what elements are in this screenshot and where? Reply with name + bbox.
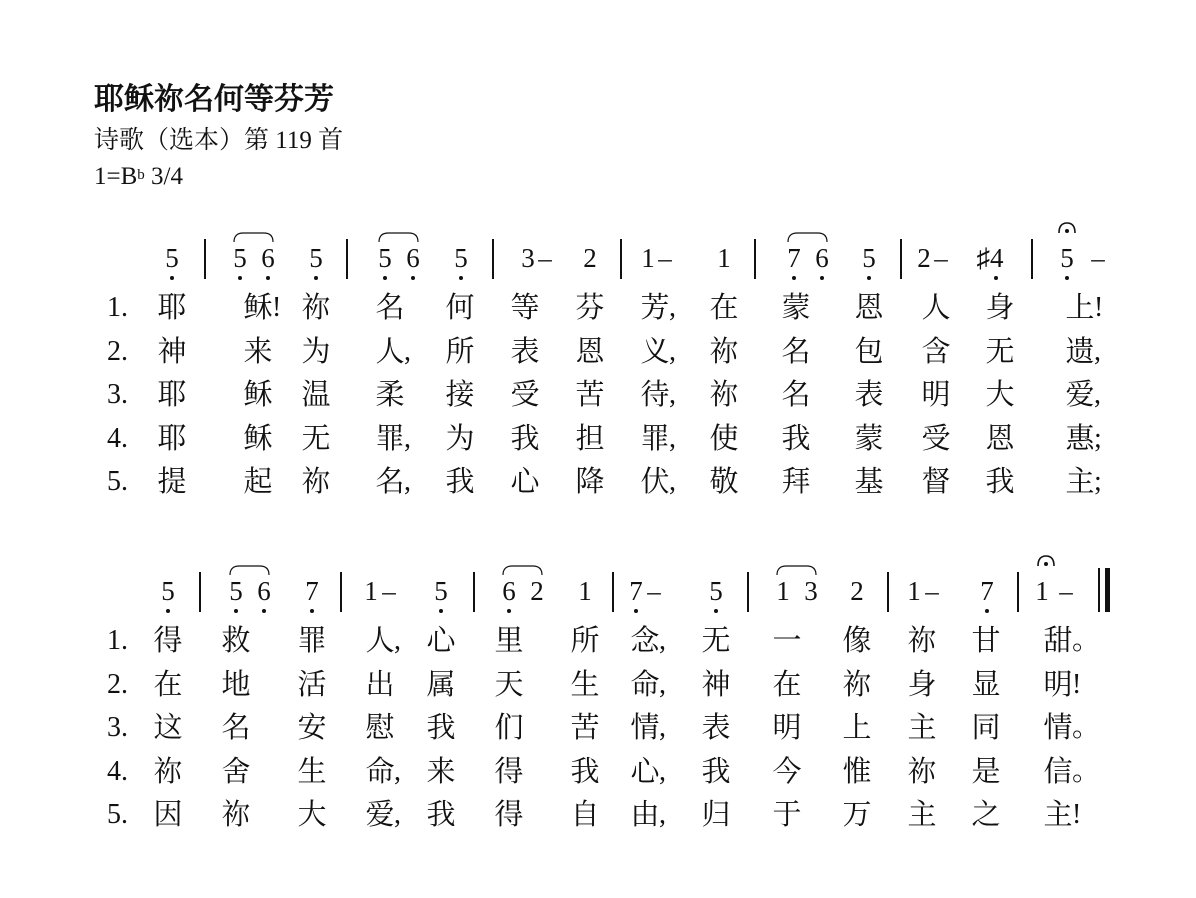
time-signature: 3/4 [144,163,183,190]
header [94,80,343,194]
key-letter: 1=B [94,163,138,190]
lyric-char: 人 [921,292,951,324]
slur [776,564,817,576]
lyric-char: 慰 [365,712,395,744]
barline [473,572,475,612]
jianpu-note: 5 [862,243,876,273]
lyric-char: 得 [494,755,524,788]
barline [612,572,614,612]
jianpu-note: 6 [406,243,420,273]
lyric-char: 我 [985,466,1015,498]
lyric-char: 何 [445,292,475,324]
jianpu-note: 1 [641,243,655,273]
sustain-dash: – [1059,576,1073,606]
verse-number: 3. [107,379,128,410]
fermata [1036,554,1056,568]
jianpu-note: 3 [804,576,818,606]
low-octave-dot [262,609,266,613]
lyric-char: 生 [297,755,327,788]
jianpu-note: 7 [787,243,801,273]
lyric-char: 身 [907,668,937,701]
low-octave-dot [166,609,170,613]
lyric-punctuation: , [404,422,411,454]
lyric-char: 名 [221,712,251,744]
lyric-char: 信 [1043,755,1073,788]
lyric-char: 爱 [1065,379,1095,411]
low-octave-dot [994,276,998,280]
lyric-char: 们 [494,712,524,744]
lyric-char: 在 [153,668,183,701]
verse-number: 3. [107,712,128,743]
low-octave-dot [266,276,270,280]
lyric-punctuation: ! [1072,799,1082,830]
lyric-char: 祢 [153,755,183,788]
verse-number: 4. [107,422,128,454]
lyric-char: 包 [854,335,884,368]
lyric-punctuation: , [404,335,411,367]
lyric-char: 我 [701,755,731,788]
lyric-char: 受 [510,379,540,411]
lyric-char: 督 [921,466,951,498]
verse-number: 1. [107,625,128,656]
low-octave-dot [714,609,718,613]
slur [233,231,274,243]
lyric-char: 祢 [301,292,331,324]
lyric-char: 受 [921,422,951,455]
barline [887,572,889,612]
barline [1031,239,1033,279]
barline [900,239,902,279]
jianpu-note: 1 [578,576,592,606]
low-octave-dot [234,609,238,613]
lyric-char: 罪 [375,422,405,455]
lyric-char: 大 [985,379,1015,411]
lyric-punctuation: , [669,466,676,497]
low-octave-dot [820,276,824,280]
low-octave-dot [310,609,314,613]
lyric-char: 人 [365,625,395,657]
barline [754,239,756,279]
lyric-char: 救 [221,625,251,657]
lyric-char: 祢 [842,668,872,701]
lyric-char: 因 [153,799,183,831]
slur [378,231,419,243]
lyric-char: 一 [772,625,802,657]
lyric-char: 表 [510,335,540,368]
barline [340,572,342,612]
lyric-char: 明 [921,379,951,411]
lyric-char: 苦 [570,712,600,744]
sustain-dash: – [925,576,939,606]
lyric-char: 担 [575,422,605,455]
low-octave-dot [459,276,463,280]
lyric-char: 人 [375,335,405,368]
lyric-char: 遗 [1065,335,1095,368]
lyric-char: 提 [157,466,187,498]
jianpu-note: 6 [261,243,275,273]
lyric-punctuation: 。 [1072,625,1101,656]
lyric-punctuation: , [669,422,676,454]
lyric-char: 生 [570,668,600,701]
lyric-char: 苦 [575,379,605,411]
low-octave-dot [1065,276,1069,280]
lyric-char: 祢 [709,335,739,368]
jianpu-note: 5 [229,576,243,606]
low-octave-dot [634,609,638,613]
lyric-punctuation: , [659,668,666,700]
verse-number: 2. [107,668,128,700]
lyric-char: 耶 [157,292,187,324]
lyric-char: 心 [426,625,456,657]
lyric-char: 上 [842,712,872,744]
jianpu-note: 7 [629,576,643,606]
low-octave-dot [439,609,443,613]
lyric-punctuation: , [394,755,401,787]
sustain-dash: – [382,576,396,606]
barline [492,239,494,279]
lyric-char: 归 [701,799,731,831]
lyric-char: 恩 [854,292,884,324]
lyric-char: 明 [1043,668,1073,701]
barline [747,572,749,612]
jianpu-note: 5 [709,576,723,606]
lyric-char: 我 [445,466,475,498]
lyric-char: 像 [842,625,872,657]
low-octave-dot [238,276,242,280]
lyric-char: 来 [243,335,273,368]
jianpu-note: 5 [309,243,323,273]
jianpu-note: 6 [815,243,829,273]
barline [620,239,622,279]
lyric-char: 蒙 [854,422,884,455]
slur [229,564,270,576]
low-octave-dot [867,276,871,280]
lyric-char: 主 [907,799,937,831]
lyric-char: 于 [772,799,802,831]
lyric-char: 名 [781,335,811,368]
lyric-punctuation: ! [272,292,282,323]
key-signature [94,160,343,194]
lyric-char: 惠 [1065,422,1095,455]
lyric-char: 我 [781,422,811,455]
lyric-char: 基 [854,466,884,498]
lyric-char: 伏 [640,466,670,498]
lyric-char: 接 [445,379,475,411]
lyric-char: 安 [297,712,327,744]
barline [1017,572,1019,612]
lyric-char: 主 [1065,466,1095,498]
sustain-dash: – [538,243,552,273]
low-octave-dot [507,609,511,613]
lyric-char: 天 [494,668,524,701]
final-barline-thick [1105,568,1110,612]
lyric-char: 柔 [375,379,405,411]
lyric-char: 降 [575,466,605,498]
jianpu-note: 5 [161,576,175,606]
low-octave-dot [792,276,796,280]
lyric-punctuation: , [669,292,676,323]
jianpu-note: 5 [233,243,247,273]
lyric-punctuation: ! [1094,292,1104,323]
lyric-char: 祢 [221,799,251,831]
lyric-char: 拜 [781,466,811,498]
lyric-char: 活 [297,668,327,701]
jianpu-note: 2 [917,243,931,273]
lyric-char: 等 [510,292,540,324]
lyric-char: 心 [630,755,660,788]
jianpu-note: 2 [583,243,597,273]
lyric-char: 稣 [243,422,273,455]
lyric-char: 敬 [709,466,739,498]
jianpu-note: 3 [521,243,535,273]
lyric-char: 心 [510,466,540,498]
lyric-punctuation: , [404,466,411,497]
lyric-char: 我 [426,712,456,744]
lyric-char: 今 [772,755,802,788]
verse-number: 5. [107,799,128,830]
jianpu-note: 5 [454,243,468,273]
lyric-char: 之 [971,799,1001,831]
lyric-char: 名 [781,379,811,411]
jianpu-note: ♯4 [976,243,1004,273]
lyric-char: 来 [426,755,456,788]
low-octave-dot [314,276,318,280]
lyric-char: 为 [445,422,475,455]
low-octave-dot [170,276,174,280]
lyric-char: 这 [153,712,183,744]
lyric-char: 无 [985,335,1015,368]
barline [204,239,206,279]
lyric-char: 明 [772,712,802,744]
verse-number: 1. [107,292,128,323]
lyric-char: 稣 [243,379,273,411]
lyric-char: 芬 [575,292,605,324]
lyric-char: 祢 [907,755,937,788]
lyric-punctuation: 。 [1072,712,1101,743]
lyric-punctuation: ! [1072,668,1082,700]
lyric-char: 耶 [157,422,187,455]
jianpu-note: 1 [907,576,921,606]
lyric-char: 爱 [365,799,395,831]
sustain-dash: – [658,243,672,273]
jianpu-note: 1 [717,243,731,273]
lyric-char: 所 [570,625,600,657]
lyric-char: 祢 [907,625,937,657]
lyric-char: 名 [375,466,405,498]
lyric-char: 上 [1065,292,1095,324]
lyric-punctuation: , [669,379,676,410]
lyric-char: 情 [630,712,660,744]
lyric-punctuation: , [669,335,676,367]
lyric-char: 身 [985,292,1015,324]
lyric-char: 我 [570,755,600,788]
lyric-char: 恩 [985,422,1015,455]
lyric-char: 蒙 [781,292,811,324]
jianpu-note: 5 [434,576,448,606]
lyric-punctuation: , [1094,335,1101,367]
lyric-char: 甜 [1043,625,1073,657]
lyric-char: 惟 [842,755,872,788]
sustain-dash: – [934,243,948,273]
lyric-char: 含 [921,335,951,368]
verse-number: 4. [107,755,128,787]
verse-number: 2. [107,335,128,367]
lyric-char: 得 [153,625,183,657]
lyric-char: 是 [971,755,1001,788]
lyric-char: 命 [365,755,395,788]
jianpu-note: 7 [980,576,994,606]
lyric-char: 使 [709,422,739,455]
jianpu-note: 1 [364,576,378,606]
lyric-char: 自 [570,799,600,831]
lyric-char: 情 [1043,712,1073,744]
lyric-char: 起 [243,466,273,498]
jianpu-note: 2 [850,576,864,606]
slur [787,231,828,243]
lyric-char: 主 [907,712,937,744]
jianpu-note: 5 [1060,243,1074,273]
lyric-char: 无 [301,422,331,455]
lyric-char: 我 [426,799,456,831]
lyric-char: 祢 [709,379,739,411]
lyric-char: 表 [701,712,731,744]
fermata [1057,221,1077,235]
lyric-char: 名 [375,292,405,324]
low-octave-dot [985,609,989,613]
lyric-punctuation: , [659,712,666,743]
lyric-char: 舍 [221,755,251,788]
lyric-char: 耶 [157,379,187,411]
lyric-char: 我 [510,422,540,455]
lyric-punctuation: , [659,799,666,830]
lyric-char: 出 [365,668,395,701]
slur [502,564,543,576]
lyric-char: 芳 [640,292,670,324]
low-octave-dot [383,276,387,280]
lyric-punctuation: ; [1094,422,1102,454]
lyric-punctuation: , [659,755,666,787]
lyric-char: 温 [301,379,331,411]
jianpu-note: 2 [530,576,544,606]
lyric-punctuation: , [394,625,401,656]
jianpu-note: 1 [1035,576,1049,606]
lyric-char: 稣 [243,292,273,324]
lyric-char: 恩 [575,335,605,368]
key-flat: b [137,167,145,183]
jianpu-note: 5 [165,243,179,273]
lyric-punctuation: , [659,625,666,656]
lyric-punctuation: , [1094,379,1101,410]
lyric-char: 义 [640,335,670,368]
jianpu-note: 6 [257,576,271,606]
lyric-char: 念 [630,625,660,657]
jianpu-note: 6 [502,576,516,606]
lyric-char: 里 [494,625,524,657]
barline [346,239,348,279]
lyric-char: 万 [842,799,872,831]
lyric-char: 在 [772,668,802,701]
lyric-char: 神 [701,668,731,701]
lyric-char: 地 [221,668,251,701]
lyric-char: 大 [297,799,327,831]
lyric-char: 属 [426,668,456,701]
hymn-source: 诗歌（选本）第 119 首 [94,127,344,154]
lyric-char: 在 [709,292,739,324]
lyric-char: 无 [701,625,731,657]
verse-number: 5. [107,466,128,497]
sustain-dash: – [647,576,661,606]
lyric-char: 祢 [301,466,331,498]
jianpu-note: 7 [305,576,319,606]
jianpu-note: 5 [378,243,392,273]
lyric-char: 表 [854,379,884,411]
lyric-char: 为 [301,335,331,368]
lyric-char: 罪 [297,625,327,657]
low-octave-dot [411,276,415,280]
jianpu-note: 1 [776,576,790,606]
lyric-char: 甘 [971,625,1001,657]
barline [199,572,201,612]
lyric-char: 由 [630,799,660,831]
lyric-char: 主 [1043,799,1073,831]
lyric-punctuation: , [394,799,401,830]
lyric-char: 同 [971,712,1001,744]
sustain-dash: – [1091,243,1105,273]
lyric-punctuation: 。 [1072,755,1101,787]
lyric-punctuation: ; [1094,466,1102,497]
lyric-char: 显 [971,668,1001,701]
lyric-char: 得 [494,799,524,831]
final-barline-thin [1098,568,1100,612]
hymn-title: 耶稣祢名何等芬芳 [94,82,334,117]
lyric-char: 所 [445,335,475,368]
lyric-char: 罪 [640,422,670,455]
lyric-char: 神 [157,335,187,368]
lyric-char: 命 [630,668,660,701]
lyric-char: 待 [640,379,670,411]
